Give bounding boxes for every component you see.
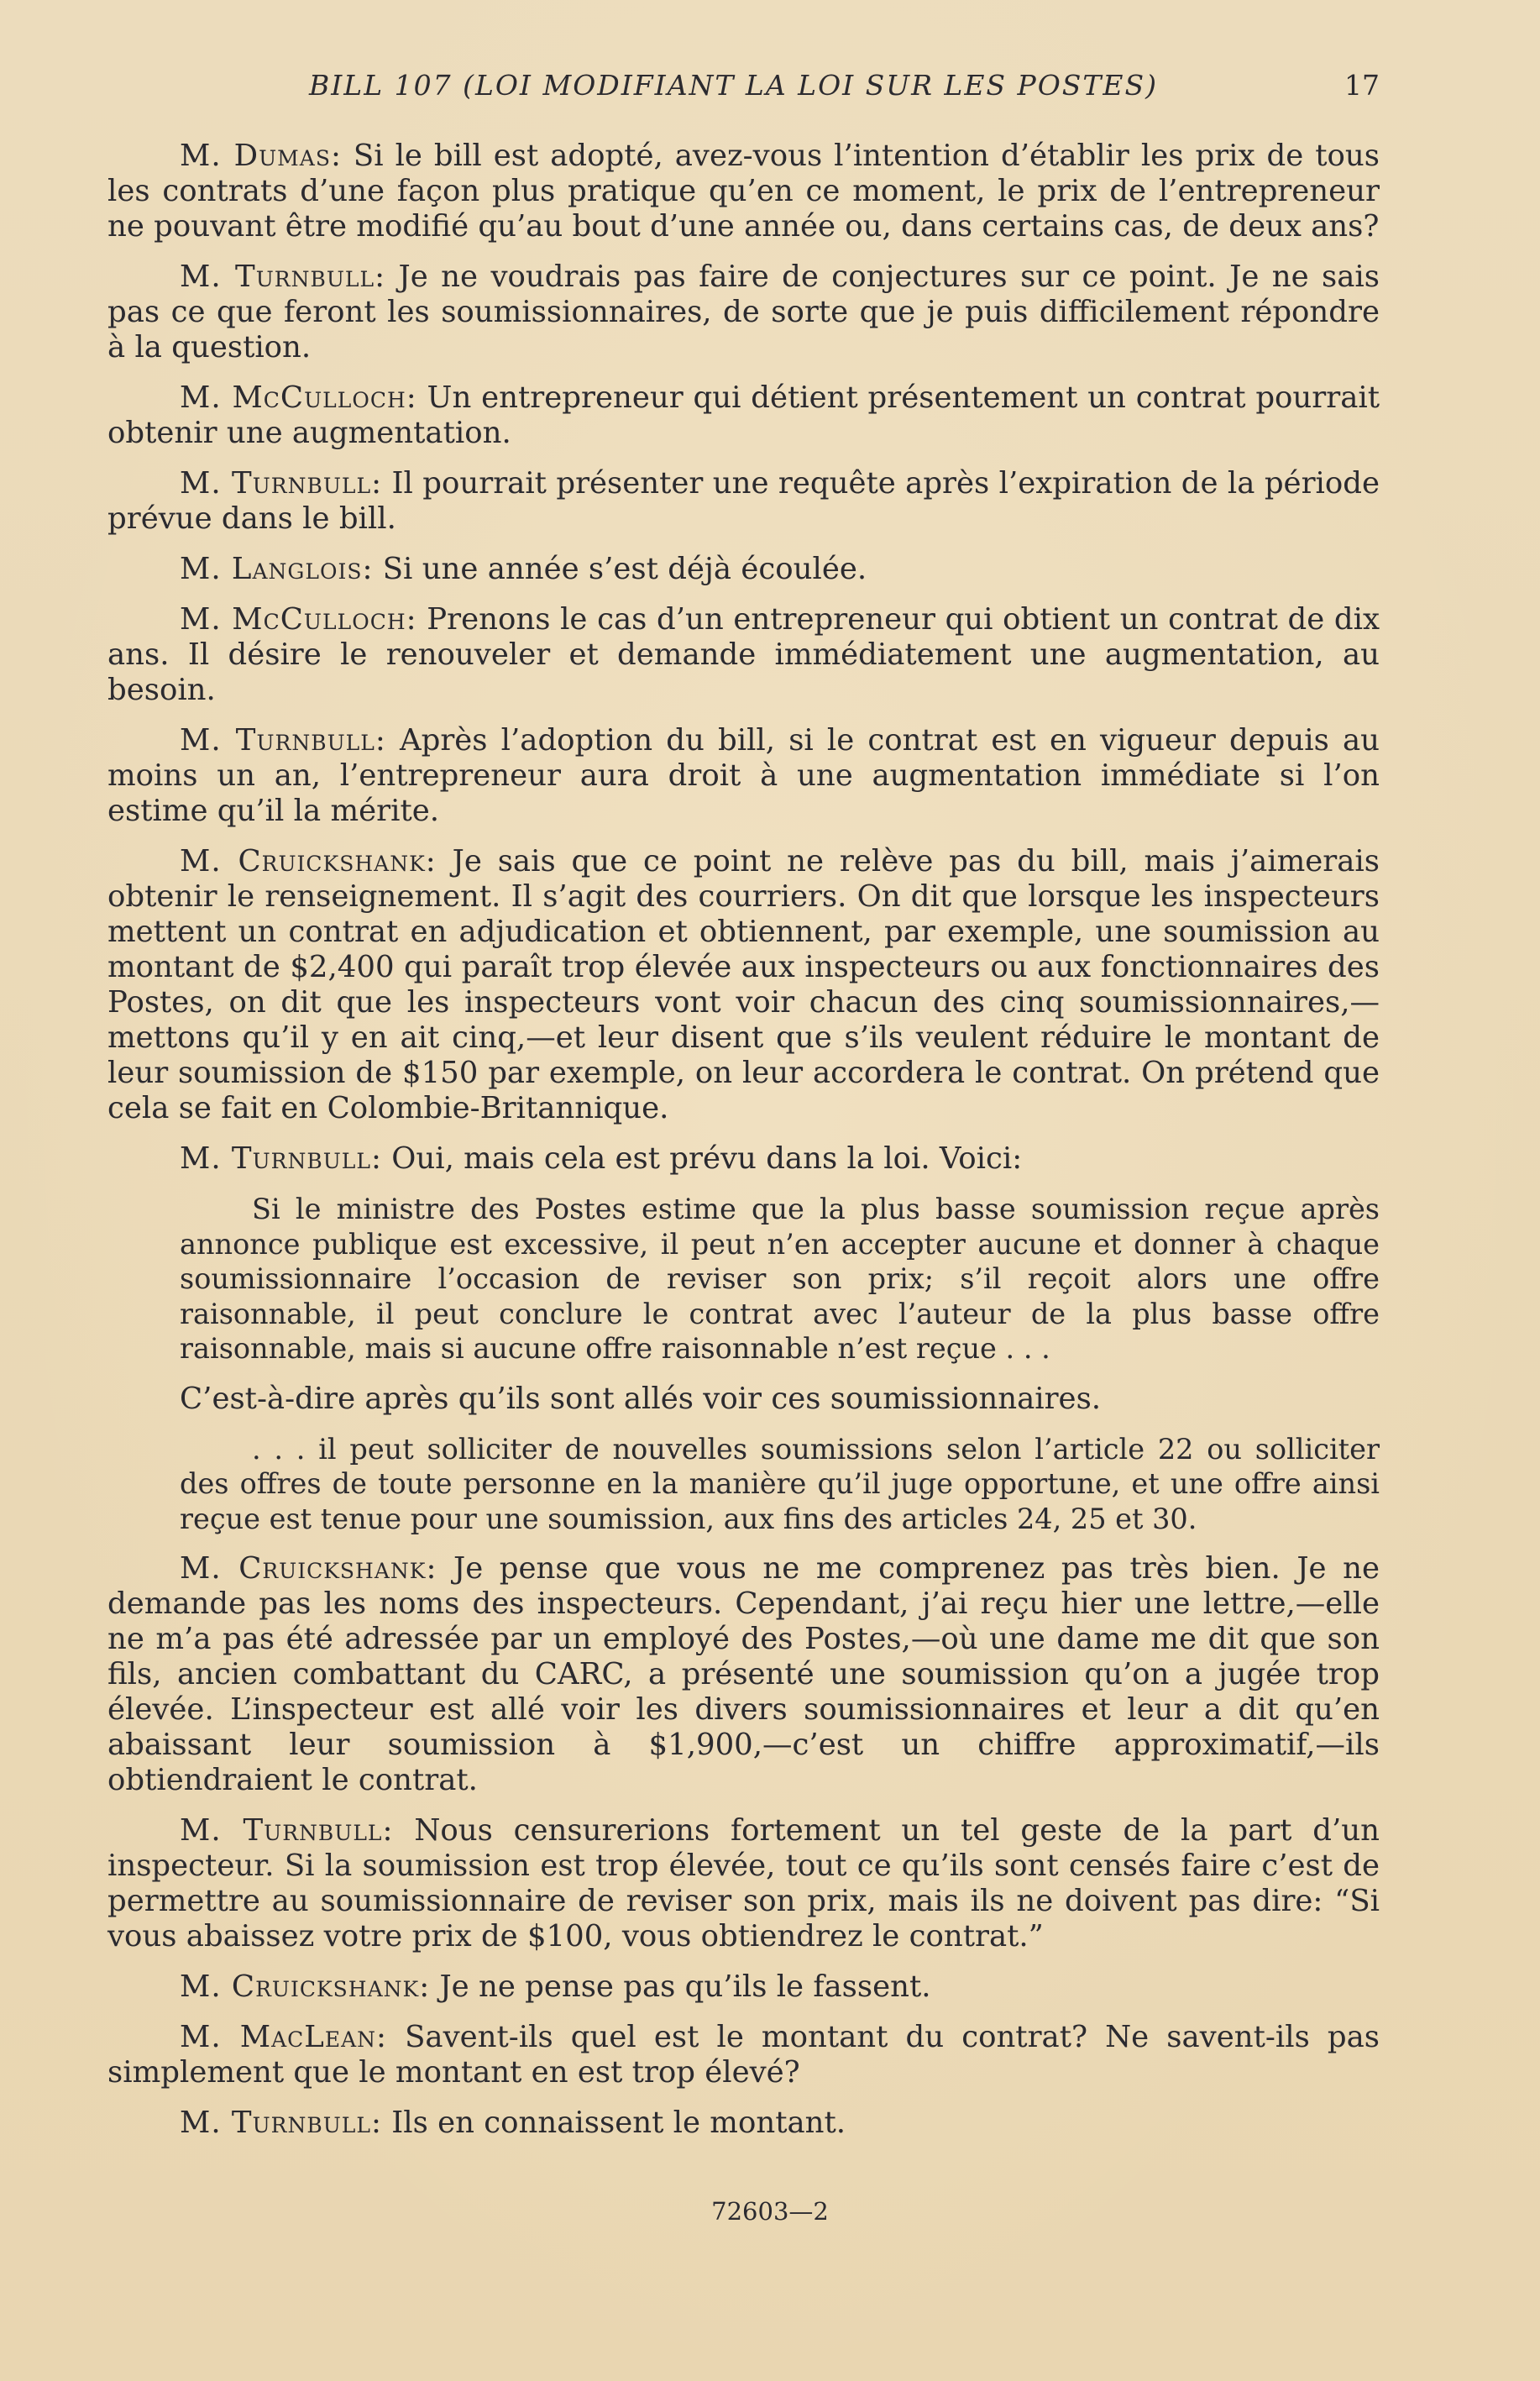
speaker-name: M. Cruickshank: bbox=[180, 844, 437, 878]
paragraph bbox=[107, 844, 1380, 1126]
page-body bbox=[107, 139, 1380, 2156]
paragraph bbox=[107, 2020, 1380, 2090]
paragraph bbox=[107, 466, 1380, 537]
paragraph-text: Un entrepreneur qui détient présentement un contrat pourrait obtenir une augmentation. bbox=[107, 380, 1380, 450]
paragraph bbox=[107, 380, 1380, 451]
paragraph-text: Je ne pense pas qu’ils le fassent. bbox=[430, 1969, 931, 2004]
speaker-name: M. Turnbull: bbox=[180, 1813, 394, 1848]
paragraph bbox=[107, 1813, 1380, 1954]
paragraph bbox=[107, 260, 1380, 365]
paragraph bbox=[107, 139, 1380, 244]
speaker-name: M. Cruickshank: bbox=[180, 1969, 431, 2004]
speaker-name: M. Turnbull: bbox=[180, 466, 383, 501]
speaker-name: M. Turnbull: bbox=[180, 260, 386, 294]
paragraph bbox=[107, 602, 1380, 708]
paragraph bbox=[107, 723, 1380, 829]
paragraph bbox=[107, 1551, 1380, 1798]
paragraph-text: Nous censurerions fortement un tel geste de la part d’un inspecteur. Si la soumission est trop élevée, tout ce qu’ils sont censés faire c’est de permettre au soumissionnaire de reviser son prix, mais ils ne doivent pas dire: “Si vous abaissez votre prix de $100, vous obtiendrez le contrat.” bbox=[107, 1813, 1380, 1954]
paragraph bbox=[107, 1141, 1380, 1177]
paragraph-text: Ils en connaissent le montant. bbox=[381, 2106, 846, 2140]
speaker-name: M. Langlois: bbox=[180, 552, 374, 586]
speaker-name: M. Turnbull: bbox=[180, 723, 386, 758]
paragraph-text: Je sais que ce point ne relève pas du bill, mais j’aimerais obtenir le renseignement. Il s’agit des courriers. On dit que lorsque les inspecteurs mettent un contrat en adjudication et obtiennent, par exemple, une soumission au montant de $2,400 qui paraît trop élevée aux inspecteurs ou aux fonctionnaires des Postes, on dit que les inspecteurs vont voir chacun des cinq soumissionnaires,—mettons qu’il y en ait cinq,—et leur disent que s’ils veulent réduire le montant de leur soumission de $150 par exemple, on leur accordera le contrat. On prétend que cela se fait en Colombie-Britannique. bbox=[107, 844, 1380, 1125]
block-quote: Si le ministre des Postes estime que la plus basse soumission reçue après annonce publique est excessive, il peut n’en accepter aucune et donner à chaque soumissionnaire l’occasion de reviser son prix; s’il reçoit alors une offre raisonnable, il peut conclure le contrat avec l’auteur de la plus basse offre raisonnable, mais si aucune offre raisonnable n’est reçue . . . bbox=[180, 1193, 1380, 1365]
paragraph-text: Prenons le cas d’un entrepreneur qui obtient un contrat de dix ans. Il désire le renouveler et demande immédiatement une augmentation, au besoin. bbox=[107, 602, 1380, 707]
speaker-name: M. McCulloch: bbox=[180, 602, 417, 637]
paragraph-text: Je ne voudrais pas faire de conjectures sur ce point. Je ne sais pas ce que feront les soumissionnaires, de sorte que je puis difficilement répondre à la question. bbox=[107, 260, 1380, 364]
paragraph bbox=[107, 1969, 1380, 2005]
speaker-name: M. Turnbull: bbox=[180, 2106, 382, 2140]
paragraph-text: Savent-ils quel est le montant du contrat? Ne savent-ils pas simplement que le montant en est trop élevé? bbox=[107, 2020, 1380, 2090]
page-number: 17 bbox=[1344, 69, 1380, 102]
page-header bbox=[107, 69, 1380, 111]
print-signature: 72603—2 bbox=[711, 2197, 829, 2226]
speaker-name: M. McCulloch: bbox=[180, 380, 417, 415]
paragraph bbox=[107, 2106, 1380, 2141]
paragraph-text: Oui, mais cela est prévu dans la loi. Voici: bbox=[381, 1141, 1023, 1176]
paragraph bbox=[107, 552, 1380, 587]
paragraph-text: Si une année s’est déjà écoulée. bbox=[373, 552, 867, 586]
running-title: BILL 107 (LOI MODIFIANT LA LOI SUR LES POSTES) bbox=[309, 69, 1158, 102]
interjection: C’est-à-dire après qu’ils sont allés voir ces soumissionnaires. bbox=[180, 1381, 1102, 1416]
paragraph-text: Après l’adoption du bill, si le contrat est en vigueur depuis au moins un an, l’entrepreneur aura droit à une augmentation immédiate si l’on estime qu’il la mérite. bbox=[107, 723, 1380, 828]
speaker-name: M. MacLean: bbox=[180, 2020, 387, 2054]
paragraph-text: Je pense que vous ne me comprenez pas très bien. Je ne demande pas les noms des inspecteurs. Cependant, j’ai reçu hier une lettre,—elle ne m’a pas été adressée par un employé des Postes,—où une dame me dit que son fils, ancien combattant du CARC, a présenté une soumission qu’on a jugée trop élevée. L’inspecteur est allé voir les divers soumissionnaires et leur a dit qu’en abaissant leur soumission à $1,900,—c’est un chiffre approximatif,—ils obtiendraient le contrat. bbox=[107, 1551, 1380, 1797]
speaker-name: M. Dumas: bbox=[180, 139, 342, 173]
paragraph-text: Il pourrait présenter une requête après l’expiration de la période prévue dans le bill. bbox=[107, 466, 1380, 536]
paragraph-text: Si le bill est adopté, avez-vous l’intention d’établir les prix de tous les contrats d’une façon plus pratique qu’en ce moment, le prix de l’entrepreneur ne pouvant être modifié qu’au bout d’une année ou, dans certains cas, de deux ans? bbox=[107, 139, 1380, 244]
speaker-name: M. Turnbull: bbox=[180, 1141, 382, 1176]
block-quote: . . . il peut solliciter de nouvelles soumissions selon l’article 22 ou solliciter des offres de toute personne en la manière qu’il juge opportune, et une offre ainsi reçue est tenue pour une soumission, aux fins des articles 24, 25 et 30. bbox=[180, 1432, 1380, 1535]
speaker-name: M. Cruickshank: bbox=[180, 1551, 437, 1586]
